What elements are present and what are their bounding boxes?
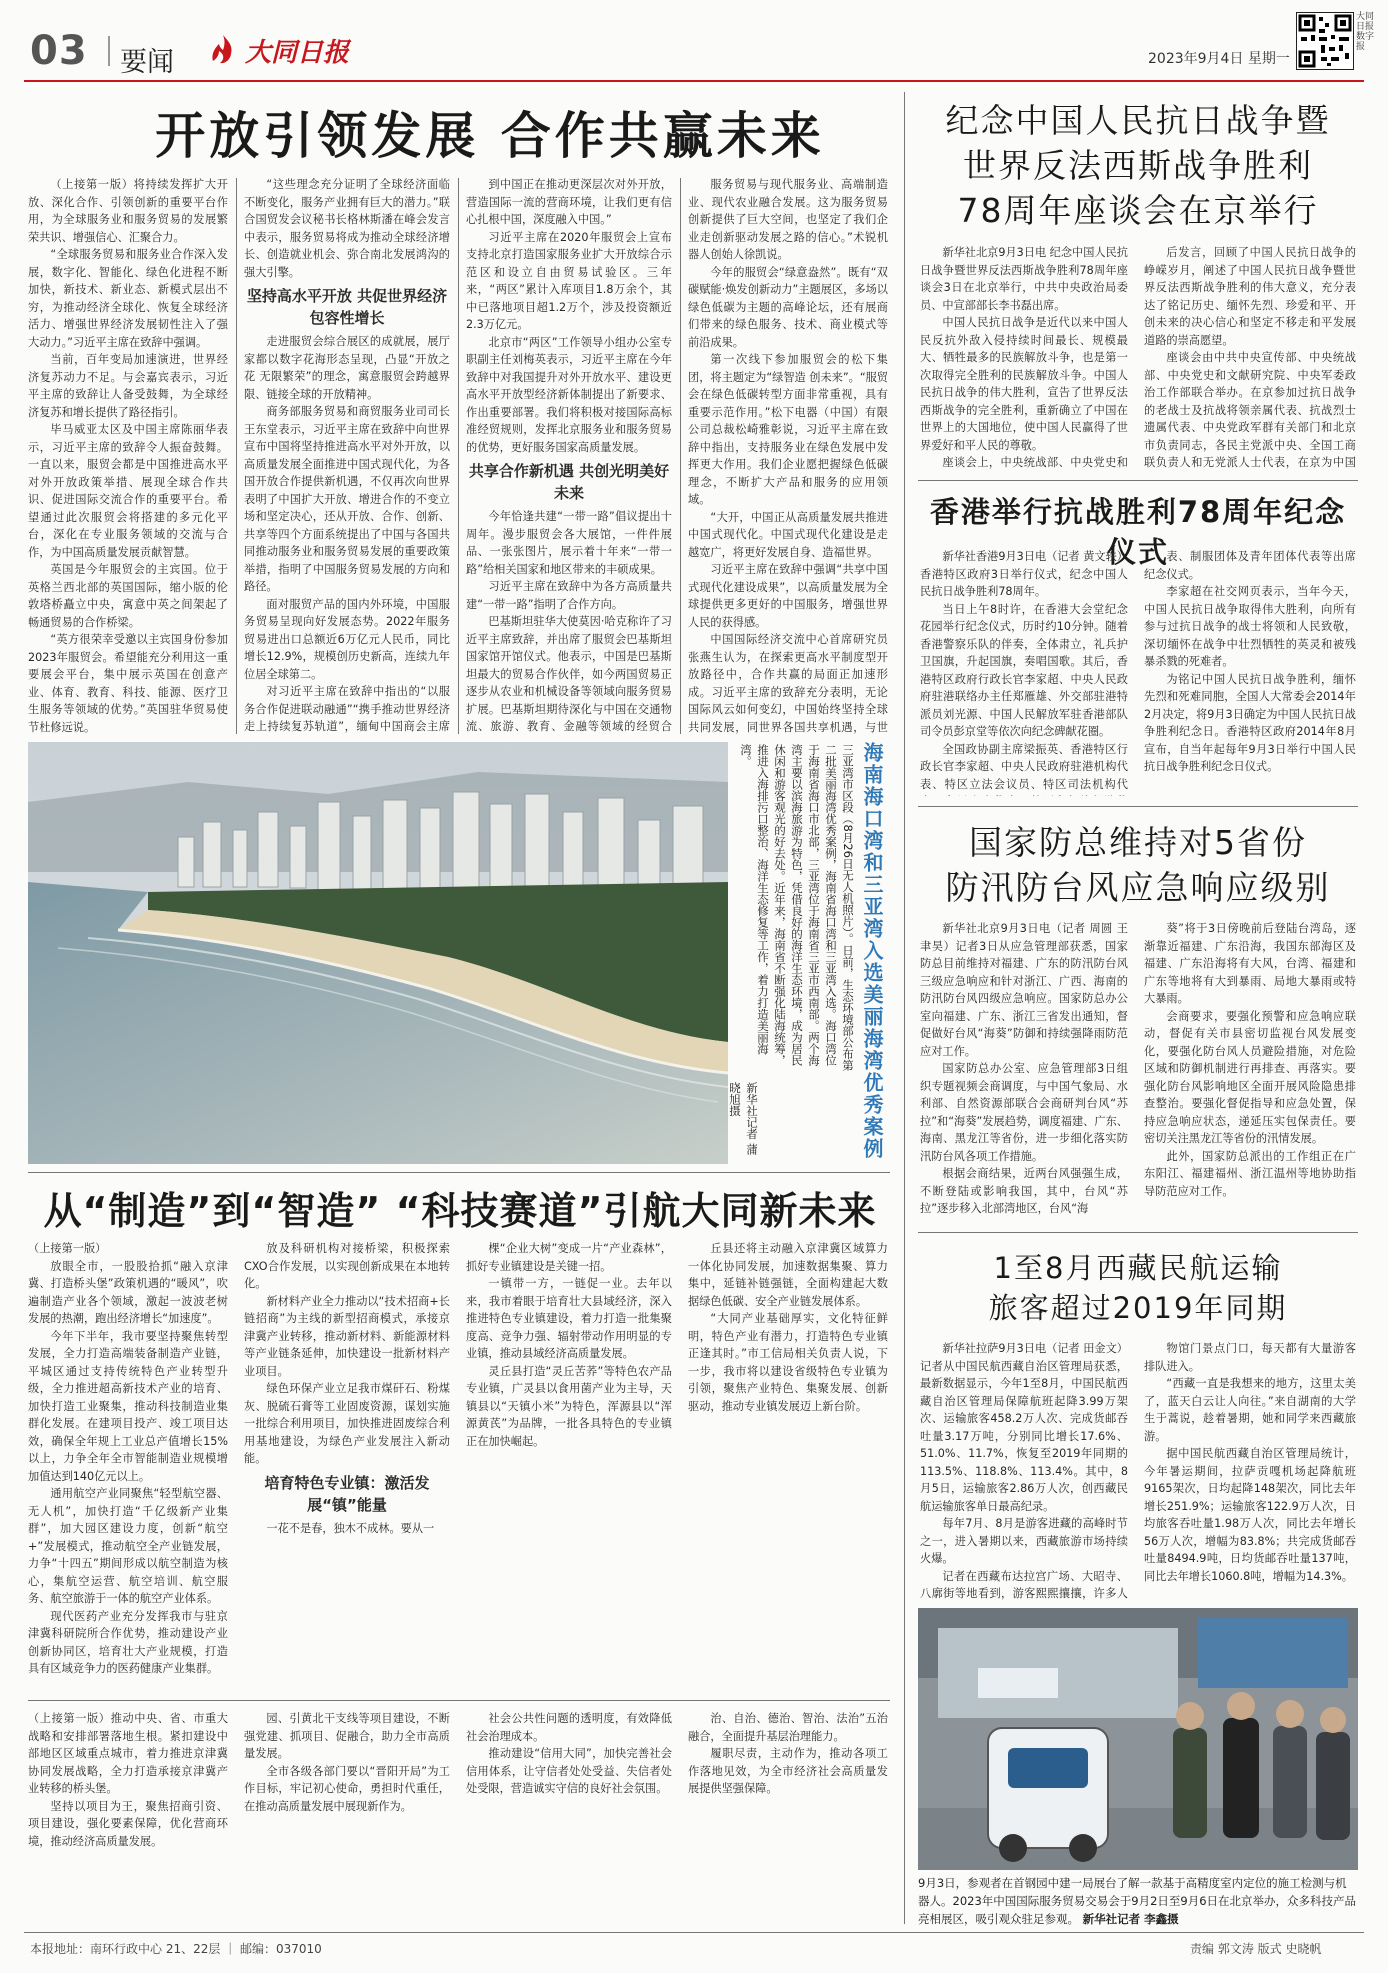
paragraph: 今年下半年，我市要坚持聚焦转型发展，全力打造高端装备制造产业链，平城区通过支持传统特色产业转型升级，全力推进超高新技术产业的培育、加快打造工业聚集，推动科技制造业集群化发展。在建项目投产、竣工项目达效，确保全年规上工业总产值增长15%以上，力争全年全市智能制造业规模增加值达到140亿元以上。 (28, 1329, 228, 1483)
footer-address: 本报地址：南环行政中心 21、22层 ｜ 邮编：037010 (30, 1942, 322, 1956)
paragraph: 会商要求，要强化预警和应急响应联动，督促有关市县密切监视台风发展变化，要强化防台风人员避险措施，对危险区域和防御机制进行再排查、再落实。要强化防台风影响地区全面开展风险隐患排查整治。要强化督促指导和应急处置，保持应急响应状态，递延压实包保责任。要密切关注黑龙江等省份的汛情发展。 (1144, 1009, 1356, 1145)
flame-logo-icon (205, 32, 241, 68)
paragraph: 走进服贸会综合展区的成就展，展厅家都以数字花海形态呈现，凸显“开放之花 无限繁荣”的理念，寓意服贸会跨越界限、链接全球的开放精神。 (244, 335, 450, 401)
paragraph: 当日上午8时许，在香港大会堂纪念花园举行纪念仪式，历时约10分钟。随着香港警察乐队的伴奏，全体肃立，礼兵护卫国旗，升起国旗，奏唱国歌。其后，香港特区政府行政长官李家超、中央人民政府驻港联络办主任郑雁雄、外交部驻港特派员刘光源、中国人民解放军驻香港部队司令员彭京堂等依次向纪念碑献花圈。 (920, 602, 1128, 738)
photo-credit: 新华社记者 蒲晓旭摄 (728, 1082, 759, 1155)
paragraph: 习近平主席在致辞中为各方高质量共建“一带一路”指明了合作方向。 (466, 580, 672, 611)
lead-subheading-1: 坚持高水平开放 共促世界经济包容性增长 (246, 287, 448, 327)
paragraph: （上接第一版） (28, 1242, 107, 1255)
paragraph: 一镇带一方，一链促一业。去年以来，我市着眼于培育壮大县域经济，深入推进特色专业镇建设，着力打造一批集聚度高、竞争力强、辐射带动作用明显的专业镇，推动县域经济高质量发展。 (466, 1277, 672, 1360)
right4-column-2 (1144, 1340, 1356, 1602)
headline-line: 防汛防台风应急响应级别 (945, 868, 1331, 907)
paragraph: 通用航空产业同聚焦“轻型航空器、无人机”，加快打造“千亿级新产业集群”，加大园区建设力度，创新“航空+”发展模式，推动航空全产业链发展，力争“十四五”期间形成以航空制造为核心，集航空运营、航空培训、航空服务、航空旅游于一体的航空产业体系。 (28, 1487, 228, 1605)
paragraph: 根据会商结果，近两台风强强生成，不断登陆或影响我国，其中，台风“苏拉”逐步移入北部湾地区，台风“海 (920, 1167, 1128, 1215)
right4-column-1 (920, 1340, 1128, 1602)
paragraph: 座谈会上，中央统战部、中央党史和 (942, 456, 1128, 469)
paragraph: 巴基斯坦驻华大使莫因·哈克称许了习近平主席致辞，并出席了服贸会巴基斯坦国家馆开馆仪式。他表示，中国是巴基斯坦最大的贸易合作伙伴，如今两国贸易正逐步从农业和机械设备等领域向服务贸易扩展。巴基斯坦期待深化与中国在交通物流、旅游、教育、金融等领域的经贸合 (466, 615, 672, 733)
paragraph: 灵丘县打造“灵丘苦荞”等特色农产品专业镇，广灵县以食用菌产业为主导，天镇县以“天镇小米”为特色，浑源县以“浑源黄芪”为品牌，一批各具特色的专业镇正在加快崛起。 (466, 1364, 672, 1448)
headline-line: 国家防总维持对5省份 (969, 823, 1307, 862)
paragraph: 表、制服团体及青年团体代表等出席纪念仪式。 (1144, 550, 1356, 581)
headline-line: 纪念中国人民抗日战争暨 (945, 101, 1331, 140)
story2-column-1 (28, 1240, 228, 1692)
paragraph: 新华社北京9月3日电 纪念中国人民抗日战争暨世界反法西斯战争胜利78周年座谈会3日在北京举行，中共中央政治局委员、中宣部部长李书磊出席。 (920, 246, 1128, 312)
beach-photo-illustration (28, 742, 728, 1164)
paragraph: 新华社北京9月3日电（记者 周圆 王聿昊）记者3日从应急管理部获悉，国家防总目前维持对福建、广东的防汛防台风三级应急响应和针对浙江、广西、海南的防汛防台风四级应急响应。国家防总办公室向福建、广东、浙江三省发出通知，督促做好台风“海葵”防御和持续强降雨防范应对工作。 (920, 922, 1128, 1058)
paragraph: 对习近平主席在致辞中指出的“以服务合作促进联动融通”“携手推动世界经济走上持续复苏轨道”，缅甸中国商会主席 (244, 685, 450, 733)
right2-column-2 (1144, 548, 1356, 796)
photo-title: 海南海口湾和三亚湾入选美丽海湾优秀案例 (860, 742, 884, 1160)
story-divider (28, 1172, 890, 1173)
paragraph: “西藏一直是我想来的地方，这里太美了，蓝天白云让人向往。”来自湖南的大学生于蒿说，趁着暑期，她和同学来西藏旅游。 (1144, 1377, 1356, 1443)
story2-subheading: 培育特色专业镇：激活发展“镇”能量 (264, 1473, 430, 1514)
expo-photo-credit: 新华社记者 李鑫摄 (1082, 1912, 1179, 1926)
lead-column-3 (466, 176, 672, 736)
paragraph: “这些理念充分证明了全球经济面临不断变化，服务产业拥有巨大的潜力。”联合国贸发会议秘书长格林斯潘在峰会发言中表示，服务贸易将成为推动全球经济增长、创造就业机会、弥合南北发展鸿沟的强大引擎。 (244, 178, 450, 279)
photo-caption-box (728, 742, 890, 1164)
right3-column-1 (920, 920, 1128, 1222)
paragraph: 座谈会由中共中央宣传部、中央统战部、中央党史和文献研究院、中央军委政治工作部联合举办。在京参加过抗日战争的老战士及抗战将领亲属代表、抗战烈士遗属代表、中央党政军群有关部门和北京市负责同志，各民主党派中央、全国工商联负责人和无党派人士代表，在京为中国 (1144, 351, 1356, 469)
paragraph: 记者在西藏布达拉宫广场、大昭寺、八廓街等地看到，游客熙熙攘攘，许多人 (920, 1569, 1128, 1600)
paragraph: （上接第一版）将持续发挥扩大开放、深化合作、引领创新的重要平台作用，为全球服务业和服务贸易的发展繁荣共识、增强信心、汇聚合力。 (28, 178, 228, 244)
right-column-divider (904, 92, 905, 1924)
paragraph: 据中国民航西藏自治区管理局统计，今年暑运期间，拉萨贡嘎机场起降航班9165架次，日均起降148架次，同比去年增长251.9%；运输旅客122.9万人次，日均旅客吞吐量1.98万人次，同比去年增长56万人次，增幅为83.8%；共完成货邮吞吐量8494.9吨，日均货邮吞吐量137吨，同比去年增长1060.8吨，增幅为14.3%。 (1144, 1447, 1356, 1583)
paragraph: 每年7月、8月是游客进藏的高峰时节之一，进入暑期以来，西藏旅游市场持续火爆。 (920, 1517, 1128, 1565)
paragraph: 中国人民抗日战争是近代以来中国人民反抗外敌入侵持续时间最长、规模最大、牺牲最多的民族解放斗争，也是第一次取得完全胜利的民族解放斗争。中国人民抗日战争的伟大胜利，宣告了世界反法西斯战争的完全胜利，重新确立了中国在世界上的大国地位，使中国人民赢得了世界爱好和平人民的尊敬。 (920, 316, 1128, 452)
lead-column-4 (688, 176, 888, 736)
paragraph: 现代医药产业充分发挥我市与驻京津冀科研院所合作优势，推动建设产业创新协同区，培育壮大产业规模，打造具有区域竞争力的医药健康产业集群。 (28, 1609, 228, 1675)
page-number: 03 (30, 28, 88, 74)
story3-column-1 (28, 1710, 228, 1922)
expo-photo-illustration (918, 1608, 1358, 1870)
beach-aerial-photo (28, 742, 728, 1164)
story3-column-2 (244, 1710, 450, 1922)
paragraph: “大同产业基础厚实，文化特征鲜明，特色产业有潜力，打造特色专业镇正逢其时。”市工信局相关负责人说，下一步，我市将以建设省级特色专业镇为引领，聚焦产业特色、集聚发展、创新驱动，推动专业镇发展迈上新台阶。 (688, 1312, 888, 1413)
paragraph: “全球服务贸易和服务业合作深入发展，数字化、智能化、绿色化进程不断加快，新技术、新业态、新模式层出不穷，为推动经济全球化、恢复全球经济活力、增强世界经济发展韧性注入了强大动力。”习近平主席在致辞中强调。 (28, 248, 228, 349)
paragraph: 中国国际经济交流中心首席研究员张燕生认为，在探索更高水平制度型开放路径中，合作共赢的局面正加速形成。习近平主席的致辞充分表明，无论国际风云如何变幻，中国始终坚持全球共同发展，同世界各国共享机遇，与世 (688, 633, 888, 734)
lead-subheading-2: 共享合作新机遇 共创光明美好未来 (468, 462, 670, 502)
paragraph: 李家超在社交网页表示，当年今天，中国人民抗日战争取得伟大胜利，向所有参与过抗日战争的战士将领和人民致敬，深切缅怀在战争中壮烈牺牲的英灵和被残暴杀戮的死难者。 (1144, 585, 1356, 668)
story-divider (28, 1700, 890, 1701)
story2-column-4 (688, 1240, 888, 1692)
paragraph: 放及科研机构对接桥梁，积极探索CXO合作发展，以实现创新成果在本地转化。 (244, 1242, 450, 1290)
lead-column-1 (28, 176, 228, 736)
right1-column-1 (920, 244, 1128, 472)
paragraph: 物馆门景点门口，每天都有大量游客排队进入。 (1144, 1342, 1356, 1373)
paragraph: 治、自治、德治、智治、法治”五治融合，全面提升基层治理能力。 (688, 1712, 888, 1743)
headline-line: 78周年座谈会在京举行 (957, 191, 1319, 230)
paragraph: 新华社香港9月3日电（记者 黄文轶）香港特区政府3日举行仪式，纪念中国人民抗日战争胜利78周年。 (920, 550, 1128, 598)
paragraph: 社会公共性问题的透明度，有效降低社会治理成本。 (466, 1712, 672, 1743)
paragraph: 新华社拉萨9月3日电（记者 田金文）记者从中国民航西藏自治区管理局获悉，最新数据显示，今年1至8月，中国民航西藏自治区管理局保障航班起降3.99万架次、运输旅客458.2万人次、完成货邮吞吐量3.17万吨，分别同比增长17.6%、51.0%、11.7%，恢复至2019年同期的113.5%、118.8%、113.4%。其中，8月5日，运输旅客2.86万人次，创西藏民航运输旅客单日最高纪录。 (920, 1342, 1128, 1513)
expo-photo-caption (918, 1874, 1358, 1928)
paragraph: 到中国正在推动更深层次对外开放，营造国际一流的营商环境，让我们更有信心扎根中国，深度融入中国。” (466, 178, 672, 226)
lead-headline: 开放引领发展 合作共赢未来 (155, 107, 825, 165)
masthead-rule (24, 80, 1364, 82)
right2-column-1 (920, 548, 1128, 796)
paragraph: 绿色环保产业立足我市煤矸石、粉煤灰、脱硫石膏等工业固废资源，谋划实施一批综合利用项目，加快推进固废综合利用基地建设，为绿色产业发展注入新动能。 (244, 1382, 450, 1465)
column-divider (680, 178, 681, 734)
paragraph: 葵”将于3日傍晚前后登陆台湾岛，逐渐靠近福建、广东沿海，我国东部海区及福建、广东沿海将有大风，台湾、福建和广东等地将有大到暴雨、局地大暴雨或特大暴雨。 (1144, 922, 1356, 1005)
paragraph: 为铭记中国人民抗日战争胜利，缅怀先烈和死难同胞，全国人大常委会2014年2月决定，将9月3日确定为中国人民抗日战争胜利纪念日。香港特区政府2014年8月宣布，自当年起每年9月3日举行中国人民抗日战争胜利纪念日仪式。 (1144, 672, 1356, 773)
paragraph: 放眼全市，一股股拾抓“融入京津冀、打造桥头堡”政策机遇的“暖风”，吹遍制造产业各个领域，激起一波波老树发展的热潮，跑出经济增长“加速度”。 (28, 1259, 228, 1325)
story2-column-3 (466, 1240, 672, 1692)
paragraph: 履职尽责，主动作为，推动各项工作落地见效，为全市经济社会高质量发展提供坚强保障。 (688, 1747, 888, 1795)
section-title: 要闻 (120, 47, 174, 78)
right3-headline (918, 820, 1358, 910)
column-divider (458, 178, 459, 734)
story3-column-3 (466, 1710, 672, 1922)
paragraph: 第一次线下参加服贸会的松下集团，将主题定为“绿智造 创未来”。“服贸会在绿色低碳转型方面非常重视，具有重要示范作用。”松下电器（中国）有限公司总裁松崎雅彰说，习近平主席在致辞中指出，支持服务业在绿色发展中发挥更大作用。我们企业愿把握绿色低碳理念，不断扩大产品和服务的应用领域。 (688, 353, 888, 506)
paragraph: 新材料产业全力推动以“技术招商+长链招商”为主线的新型招商模式，承接京津冀产业转移，推动新材料、新能源材料等产业链条延伸，加快建设一批新材料产业项目。 (244, 1294, 450, 1378)
paragraph: “大开，中国正从高质量发展共推进中国式现代化。中国式现代化建设是走越宽广，将更好发展自身、造福世界。 (688, 510, 888, 559)
paragraph: 后发言，回顾了中国人民抗日战争的峥嵘岁月，阐述了中国人民抗日战争暨世界反法西斯战争胜利的伟大意义，充分表达了铭记历史、缅怀先烈、珍爱和平、开创未来的决心信心和坚定不移走和平发展道路的崇高愿望。 (1144, 246, 1356, 347)
story2-headline: 从“制造”到“智造” “科技赛道”引航大同新未来 (43, 1189, 877, 1233)
paragraph: 一花不是春，独木不成林。要从一 (266, 1521, 435, 1535)
right2-headline: 香港举行抗战胜利78周年纪念仪式 (929, 495, 1347, 569)
story-divider (918, 806, 1358, 807)
story-divider (918, 1232, 1358, 1233)
newspaper-logo (205, 30, 349, 70)
lead-column-2 (244, 176, 450, 736)
footer-rule (24, 1932, 1364, 1933)
masthead (0, 0, 1388, 86)
paragraph: 北京市“两区”工作领导小组办公室专职副主任刘梅英表示，习近平主席在今年致辞中对我国提升对外开放水平、建设更高水平开放型经济新体制提出了新要求、作出重要部署。我们将积极对接国际高标准经贸规则，发挥北京服务业和服务贸易的优势，更好服务国家高质量发展。 (466, 335, 672, 454)
paragraph: 习近平主席在2020年服贸会上宣布支持北京打造国家服务业扩大开放综合示范区和设立自由贸易试验区。三年来，“两区”累计入库项目1.8万余个，其中已落地项目超1.2万个，涉及投资额近2.3万亿元。 (466, 230, 672, 331)
story3-column-4 (688, 1710, 888, 1922)
right1-headline (918, 98, 1358, 233)
paragraph: 全市各级各部门要以“晋阳开局”为工作目标，牢记初心使命，勇担时代重任，在推动高质量发展中展现新作为。 (244, 1764, 450, 1813)
paragraph: 商务部服务贸易和商贸服务业司司长王东堂表示，习近平主席在致辞中向世界宣布中国将坚持推进高水平对外开放，以高质量发展全面推进中国式现代化，为各国开放合作提供新机遇，不仅再次向世界表明了中国扩大开放、增进合作的不变立场和坚定决心，还从开放、合作、创新、共享等四个方面系统提出了中国与各国共同推动服务业和服务贸易发展的重要政策举措，指明了中国服务贸易发展的方向和路径。 (244, 405, 450, 593)
headline-line: 旅客超过2019年同期 (988, 1291, 1288, 1325)
paragraph: 毕马威亚太区及中国主席陈丽华表示，习近平主席的致辞令人振奋鼓舞。一直以来，服贸会都是中国推进高水平对外开放政策举措、展现全球合作共识、促进国际交流合作的重要平台。希望通过此次服贸会将搭建的多元化平台，深化在专业服务领域的交流与合作，为中国高质量发展贡献智慧。 (28, 423, 228, 559)
right3-column-2 (1144, 920, 1356, 1222)
paragraph: 习近平主席在致辞中强调“共享中国式现代化建设成果”，以高质量发展为全球提供更多更好的中国服务，增强世界人民的获得感。 (688, 563, 888, 629)
footer-editors: 责编 郭文涛 版式 史晓帆 (1190, 1942, 1322, 1956)
paragraph: 当前，百年变局加速演进，世界经济复苏动力不足。与会嘉宾表示，习近平主席的致辞让人备受鼓舞，为全球经济复苏和增长提供了路径指引。 (28, 353, 228, 419)
photo-caption: 三亚湾市区段（8月26日无人机照片）。日前，生态环境部公布第二批美丽海湾优秀案例，海南省海口湾和三亚湾入选。海口湾位于海南省海口市北部，三亚湾位于海南省三亚市西南部。两个海湾主要以滨海旅游为特色，凭借良好的海洋生态环境，成为居民休闲和游客观光的好去处。近年来，海南省不断强化陆海统筹，推进入海排污口整治、海洋生态修复等工作，着力打造美丽海湾。 (739, 744, 855, 1071)
headline-line: 1至8月西藏民航运输 (993, 1251, 1283, 1285)
story2-column-2 (244, 1240, 450, 1692)
headline-line: 世界反法西斯战争胜利 (963, 146, 1313, 185)
right4-headline (918, 1248, 1358, 1328)
paragraph: 英国是今年服贸会的主宾国。位于英格兰西北部的英国国际，缩小版的伦敦塔桥矗立中央，寓意中英之间架起了畅通贸易的合作桥梁。 (28, 563, 228, 629)
qr-code-icon[interactable] (1296, 12, 1354, 70)
paragraph: 面对服贸产品的国内外环境，中国服务贸易呈现向好发展态势。2022年服务贸易进出口总额近6万亿元人民币，同比增长12.9%，规模创历史新高，连续九年位居全球第二。 (244, 597, 450, 681)
expo-robot-photo (918, 1608, 1358, 1870)
paragraph: 园、引黄北干支线等项目建设，不断强党建、抓项目、促融合，助力全市高质量发展。 (244, 1712, 450, 1760)
paragraph: 服务贸易与现代服务业、高端制造业、现代农业融合发展。这为服务贸易创新提供了巨大空间，也坚定了我们企业走创新驱动发展之路的信心。”术锐机器人创始人徐凯说。 (688, 178, 888, 261)
paragraph: “英方很荣幸受邀以主宾国身份参加2023年服贸会。希望能充分利用这一重要展会平台，集中展示英国在创意产业、体育、教育、科技、能源、医疗卫生服务等领域的优势。”英国驻华贸易使节杜修远说。 (28, 633, 228, 734)
paragraph: 国家防总办公室、应急管理部3日组织专题视频会商调度，与中国气象局、水利部、自然资源部联合会商研判台风“苏拉”和“海葵”发展趋势，调度福建、广东、海南、黑龙江等省份，进一步细化落实防汛防台风各项工作措施。 (920, 1062, 1128, 1163)
paragraph: 坚持以项目为王，聚焦招商引资、项目建设，强化要素保障，优化营商环境，推动经济高质量发展。 (28, 1799, 228, 1848)
paragraph: 今年恰逢共建“一带一路”倡议提出十周年。漫步服贸会各大展馆，一件件展品、一张张图片，展示着十年来“一带一路”给相关国家和地区带来的丰硕成果。 (466, 510, 672, 576)
paragraph: 丘县还将主动融入京津冀区域算力一体化协同发展，加速数据集聚、算力集中，延链补链强链，全面构建起大数据绿色低碳、安全产业链发展体系。 (688, 1242, 888, 1308)
paragraph: （上接第一版）推动中央、省、市重大战略和安排部署落地生根。紧扣建设中部地区区域重点城市，着力推进京津冀协同发展战略，全力打造承接京津冀产业转移的桥头堡。 (28, 1712, 228, 1795)
story-divider (918, 480, 1358, 481)
masthead-divider (108, 36, 110, 66)
logo-text: 大同日报 (245, 37, 350, 68)
expo-caption-text: 9月3日，参观者在首钢园中建一局展台了解一款基于高精度室内定位的施工检测与机器人。2023年中国国际服务贸易交易会于9月2日至9月6日在北京举办，众多科技产品亮相展区，吸引观众驻足参观。 (918, 1876, 1357, 1926)
column-divider (236, 178, 237, 734)
paragraph: 全国政协副主席梁振英、香港特区行政长官李家超、中央人民政府驻港机构代表、特区立法会议员、特区司法机构代 (920, 742, 1128, 791)
paragraph: 此外，国家防总派出的工作组正在广东阳江、福建福州、浙江温州等地协助指导防范应对工作。 (1144, 1149, 1356, 1198)
qr-label: 大同日报数字报 (1356, 12, 1375, 52)
paragraph: 棵“企业大树”变成一片“产业森林”，抓好专业镇建设是关键一招。 (466, 1242, 672, 1273)
issue-date: 2023年9月4日 星期一 (1148, 51, 1290, 67)
right1-column-2 (1144, 244, 1356, 472)
paragraph: 今年的服贸会“绿意盎然”。既有“双碳赋能·焕发创新动力”主题展区，多场以绿色低碳为主题的高峰论坛，还有展商们带来的绿色服务、技术、商业模式等前沿成果。 (688, 265, 888, 349)
paragraph: 推动建设“信用大同”，加快完善社会信用体系，让守信者处处受益、失信者处处受限，营造诚实守信的良好社会氛围。 (466, 1747, 672, 1795)
